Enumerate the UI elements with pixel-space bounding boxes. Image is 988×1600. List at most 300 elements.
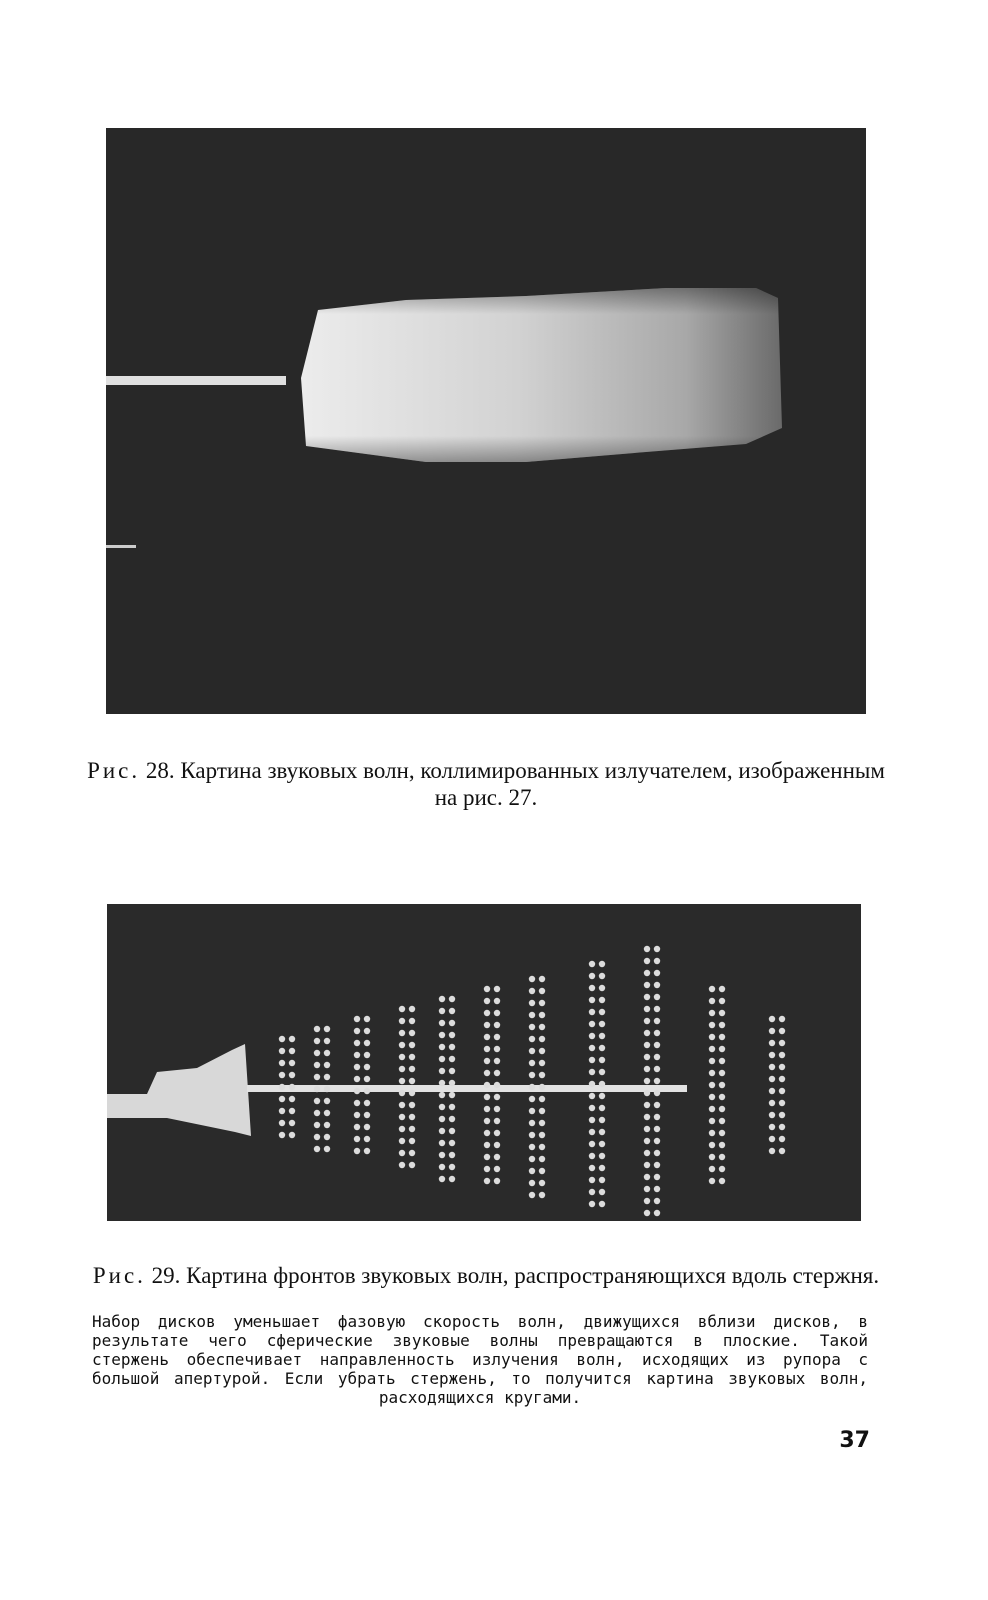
wavefront-dot xyxy=(409,1090,415,1096)
wavefront-dot xyxy=(314,1146,320,1152)
wavefront-dot xyxy=(709,1154,715,1160)
wavefront-dot xyxy=(779,1148,785,1154)
wavefront-dot xyxy=(644,1090,650,1096)
wavefront-dot xyxy=(599,1009,605,1015)
disk-rod xyxy=(247,1085,687,1092)
wavefront-dot xyxy=(439,1068,445,1074)
wavefront-dot xyxy=(644,1210,650,1216)
wavefront-dot xyxy=(589,973,595,979)
wavefront-dot xyxy=(644,1138,650,1144)
wavefront-dot xyxy=(599,1153,605,1159)
wavefront-dot xyxy=(769,1100,775,1106)
wavefront-dot xyxy=(364,1124,370,1130)
wavefront-dot xyxy=(279,1120,285,1126)
wavefront-dot xyxy=(599,1201,605,1207)
wavefront-dot xyxy=(779,1028,785,1034)
wavefront-dot xyxy=(439,1116,445,1122)
wavefront-dot xyxy=(364,1088,370,1094)
wavefront-dot xyxy=(709,1022,715,1028)
wavefront-dot xyxy=(529,1048,535,1054)
wavefront-dot xyxy=(599,1105,605,1111)
wavefront-dot xyxy=(589,1165,595,1171)
wavefront-dot xyxy=(644,1126,650,1132)
wavefront-dot xyxy=(289,1132,295,1138)
wavefront-dot xyxy=(779,1124,785,1130)
wavefront-dot xyxy=(644,1006,650,1012)
wavefront-dot xyxy=(494,1178,500,1184)
wavefront-dot xyxy=(654,1114,660,1120)
wavefront-dot xyxy=(289,1084,295,1090)
wavefront-dot xyxy=(654,1150,660,1156)
wavefront-dot xyxy=(449,1128,455,1134)
wavefront-dot xyxy=(654,1078,660,1084)
wavefront-dot xyxy=(599,1021,605,1027)
wavefront-dot xyxy=(709,1010,715,1016)
wavefront-dot xyxy=(539,1192,545,1198)
wavefront-dot xyxy=(709,1106,715,1112)
wavefront-dot xyxy=(354,1076,360,1082)
wavefront-dot xyxy=(494,1166,500,1172)
wavefront-dot xyxy=(599,1177,605,1183)
wavefront-dot xyxy=(589,1021,595,1027)
wavefront-dot xyxy=(599,1129,605,1135)
wavefront-dot xyxy=(439,1140,445,1146)
wavefront-dot xyxy=(654,982,660,988)
wavefront-dot xyxy=(409,1018,415,1024)
wavefront-dot xyxy=(494,1058,500,1064)
wavefront-dot xyxy=(644,994,650,1000)
wavefront-dot xyxy=(409,1006,415,1012)
wavefront-dot xyxy=(529,1084,535,1090)
wavefront-dot xyxy=(709,986,715,992)
wavefront-dot xyxy=(599,1141,605,1147)
wavefront-dot xyxy=(314,1086,320,1092)
wavefront-dot xyxy=(354,1136,360,1142)
wavefront-dot xyxy=(769,1148,775,1154)
wavefront-dot xyxy=(314,1134,320,1140)
wavefront-dot xyxy=(654,1210,660,1216)
wavefront-dot xyxy=(364,1040,370,1046)
wavefront-dot xyxy=(449,1056,455,1062)
figure-28-caption xyxy=(80,757,892,811)
wavefront-dot xyxy=(354,1148,360,1154)
wavefront-dot xyxy=(769,1064,775,1070)
wavefront-dot xyxy=(779,1088,785,1094)
wavefront-dot xyxy=(539,1168,545,1174)
wavefront-dot xyxy=(439,1020,445,1026)
wavefront-dot xyxy=(599,1033,605,1039)
wavefront-dot xyxy=(529,1108,535,1114)
wavefront-dot xyxy=(644,1054,650,1060)
wavefront-dot xyxy=(529,1096,535,1102)
wavefront-dot xyxy=(364,1076,370,1082)
wavefront-dot xyxy=(324,1074,330,1080)
wavefront-dot xyxy=(449,1152,455,1158)
wavefront-dot xyxy=(589,1093,595,1099)
wavefront-dot xyxy=(719,1022,725,1028)
wavefront-dot xyxy=(399,1138,405,1144)
wavefront-dot xyxy=(529,1180,535,1186)
wavefront-dot xyxy=(709,1142,715,1148)
wavefront-dot xyxy=(324,1050,330,1056)
wavefront-dot xyxy=(484,1106,490,1112)
wavefront-dot xyxy=(709,1118,715,1124)
wavefront-dot xyxy=(279,1084,285,1090)
wavefront-dot xyxy=(449,1164,455,1170)
wavefront-dot xyxy=(529,1072,535,1078)
wavefront-dot xyxy=(599,1045,605,1051)
wavefront-dot xyxy=(279,1048,285,1054)
wavefront-dot xyxy=(769,1052,775,1058)
wavefront-dot xyxy=(539,1084,545,1090)
wavefront-dot xyxy=(654,1186,660,1192)
wavefront-dot xyxy=(709,1094,715,1100)
wavefront-dot xyxy=(599,1069,605,1075)
wavefront-dot xyxy=(409,1042,415,1048)
wavefront-dot xyxy=(289,1036,295,1042)
wavefront-dot xyxy=(654,1006,660,1012)
wavefront-dot xyxy=(409,1138,415,1144)
wavefront-dot xyxy=(539,1180,545,1186)
wavefront-dot xyxy=(589,1081,595,1087)
wavefront-dot xyxy=(324,1062,330,1068)
wavefront-dot xyxy=(644,1186,650,1192)
wavefront-dot xyxy=(399,1006,405,1012)
wavefront-dot xyxy=(399,1042,405,1048)
wavefront-dot xyxy=(484,1130,490,1136)
wavefront-dot xyxy=(719,986,725,992)
wavefront-dot xyxy=(494,998,500,1004)
wavefront-dot xyxy=(719,1082,725,1088)
wavefront-dot xyxy=(719,1178,725,1184)
wavefront-dot xyxy=(644,1066,650,1072)
wavefront-dot xyxy=(719,1130,725,1136)
wavefront-dot xyxy=(289,1096,295,1102)
wavefront-dot xyxy=(644,1102,650,1108)
wavefront-dot xyxy=(314,1062,320,1068)
wavefront-dot xyxy=(654,958,660,964)
wavefront-dot xyxy=(494,1034,500,1040)
wavefront-dot xyxy=(354,1124,360,1130)
wavefront-dot xyxy=(439,996,445,1002)
wavefront-dot xyxy=(709,998,715,1004)
wavefront-dot xyxy=(599,1165,605,1171)
wavefront-dot xyxy=(779,1136,785,1142)
wavefront-dot xyxy=(589,1153,595,1159)
figure-28-text: 28. Картина звуковых волн, коллимированных излучателем, изображенным на рис. 27. xyxy=(145,758,885,810)
wavefront-dot xyxy=(589,1129,595,1135)
wavefront-dot xyxy=(289,1072,295,1078)
wavefront-dot xyxy=(529,1060,535,1066)
wavefront-dot xyxy=(589,1189,595,1195)
wavefront-dot xyxy=(709,1070,715,1076)
wavefront-dot xyxy=(484,1082,490,1088)
wavefront-dot xyxy=(529,1192,535,1198)
wavefront-dot xyxy=(644,1018,650,1024)
wavefront-dot xyxy=(484,1094,490,1100)
wavefront-dot xyxy=(599,985,605,991)
wavefront-dot xyxy=(484,1070,490,1076)
wavefront-dot xyxy=(289,1060,295,1066)
wavefront-dot xyxy=(364,1052,370,1058)
wavefront-dot xyxy=(494,1154,500,1160)
wavefront-dot xyxy=(719,1010,725,1016)
wavefront-dot xyxy=(449,1032,455,1038)
wavefront-dot xyxy=(279,1060,285,1066)
wavefront-dot xyxy=(529,1144,535,1150)
wavefront-dot xyxy=(439,1008,445,1014)
wavefront-dot xyxy=(709,1178,715,1184)
wavefront-dot xyxy=(279,1036,285,1042)
wavefront-dot xyxy=(529,1012,535,1018)
wavefront-dot xyxy=(494,1010,500,1016)
wavefront-dot xyxy=(439,1128,445,1134)
wavefront-dot xyxy=(709,1130,715,1136)
wavefront-dot xyxy=(354,1040,360,1046)
wavefront-dot xyxy=(529,1168,535,1174)
wavefront-dot xyxy=(719,1142,725,1148)
wavefront-dot xyxy=(324,1086,330,1092)
wavefront-dot xyxy=(399,1066,405,1072)
figure-29-photo xyxy=(107,904,861,1221)
wavefront-dot xyxy=(314,1026,320,1032)
wavefront-dot xyxy=(399,1162,405,1168)
wavefront-dot xyxy=(779,1076,785,1082)
figure-28-photo xyxy=(106,128,866,714)
wavefront-dot xyxy=(539,1132,545,1138)
wavefront-dot xyxy=(449,1092,455,1098)
wavefront-dot xyxy=(644,982,650,988)
wavefront-dot xyxy=(539,1036,545,1042)
wavefront-dot xyxy=(364,1100,370,1106)
wavefront-dot xyxy=(709,1046,715,1052)
wavefront-dot xyxy=(289,1048,295,1054)
wavefront-dot xyxy=(589,1141,595,1147)
wavefront-dot xyxy=(449,1116,455,1122)
wavefront-dot xyxy=(439,1080,445,1086)
figure-29-caption xyxy=(80,1262,892,1289)
wavefront-dot xyxy=(314,1074,320,1080)
wavefront-dot xyxy=(654,1066,660,1072)
wavefront-dot xyxy=(324,1110,330,1116)
wavefront-dot xyxy=(709,1034,715,1040)
wavefront-dot xyxy=(769,1124,775,1130)
wavefront-dot xyxy=(589,1117,595,1123)
wavefront-dot xyxy=(399,1018,405,1024)
wavefront-dot xyxy=(589,1201,595,1207)
wavefront-dot xyxy=(484,1010,490,1016)
wavefront-dot xyxy=(289,1120,295,1126)
wavefront-dot xyxy=(599,961,605,967)
wavefront-dot xyxy=(484,1058,490,1064)
wavefront-dot xyxy=(354,1100,360,1106)
wavefront-dot xyxy=(484,1178,490,1184)
wavefront-dot xyxy=(324,1122,330,1128)
wavefront-dot xyxy=(599,1057,605,1063)
wavefront-dot xyxy=(354,1016,360,1022)
wavefront-dot xyxy=(769,1028,775,1034)
wavefront-dot xyxy=(449,996,455,1002)
wavefront-dot xyxy=(769,1076,775,1082)
wavefront-dot xyxy=(599,997,605,1003)
wavefront-dot xyxy=(769,1016,775,1022)
wavefront-dot xyxy=(484,1118,490,1124)
wavefront-dot xyxy=(719,1070,725,1076)
wavefront-dot xyxy=(484,1154,490,1160)
wavefront-dot xyxy=(719,1034,725,1040)
wavefront-dot xyxy=(484,1034,490,1040)
wavefront-dot xyxy=(314,1110,320,1116)
wavefront-dot xyxy=(644,1030,650,1036)
wavefront-image xyxy=(107,904,861,1221)
wavefront-dot xyxy=(644,1042,650,1048)
wavefront-dot xyxy=(589,961,595,967)
wavefront-dot xyxy=(439,1056,445,1062)
wavefront-dot xyxy=(354,1088,360,1094)
wavefront-dot xyxy=(409,1030,415,1036)
wavefront-dot xyxy=(654,1102,660,1108)
wavefront-dot xyxy=(314,1098,320,1104)
wavefront-dot xyxy=(529,1000,535,1006)
wavefront-dot xyxy=(719,1058,725,1064)
wavefront-dot xyxy=(484,986,490,992)
wavefront-dot xyxy=(599,1093,605,1099)
wavefront-dot xyxy=(354,1028,360,1034)
wavefront-dot xyxy=(494,1130,500,1136)
wavefront-dot xyxy=(409,1102,415,1108)
wavefront-dot xyxy=(494,986,500,992)
wavefront-dot xyxy=(449,1020,455,1026)
figure-28-label: Рис. xyxy=(87,758,141,783)
wavefront-dot xyxy=(654,1174,660,1180)
wavefront-dot xyxy=(589,1105,595,1111)
wavefront-dot xyxy=(449,1176,455,1182)
wavefront-dot xyxy=(439,1104,445,1110)
wavefront-dot xyxy=(644,1162,650,1168)
wavefront-dot xyxy=(529,1036,535,1042)
wavefront-dot xyxy=(439,1092,445,1098)
wavefront-dot xyxy=(644,970,650,976)
wavefront-dot xyxy=(654,1162,660,1168)
wavefront-dot xyxy=(324,1038,330,1044)
wavefront-dot xyxy=(654,1138,660,1144)
wavefront-dot xyxy=(539,1048,545,1054)
wavefront-dot xyxy=(324,1146,330,1152)
wavefront-dot xyxy=(719,998,725,1004)
wavefront-dot xyxy=(364,1016,370,1022)
wavefront-dot xyxy=(399,1090,405,1096)
wavefront-dot xyxy=(644,958,650,964)
wavefront-dot xyxy=(484,1046,490,1052)
wavefront-dot xyxy=(409,1162,415,1168)
wavefront-dot xyxy=(409,1150,415,1156)
wavefront-dot xyxy=(709,1082,715,1088)
wavefront-dot xyxy=(364,1112,370,1118)
wavefront-dot xyxy=(314,1122,320,1128)
figure-29-text: 29. Картина фронтов звуковых волн, распространяющихся вдоль стержня. xyxy=(151,1263,880,1288)
wavefront-dot xyxy=(484,1022,490,1028)
wavefront-dot xyxy=(364,1028,370,1034)
wavefront-dot xyxy=(589,1069,595,1075)
wavefront-dot xyxy=(539,1000,545,1006)
wavefront-dot xyxy=(539,1144,545,1150)
wavefront-dot xyxy=(589,1177,595,1183)
wavefront-dot xyxy=(589,1009,595,1015)
wavefront-dot xyxy=(654,946,660,952)
wavefront-dot xyxy=(399,1054,405,1060)
wavefront-dot xyxy=(399,1150,405,1156)
wavefront-dot xyxy=(539,1156,545,1162)
wavefront-dot xyxy=(539,1072,545,1078)
wavefront-dot xyxy=(719,1118,725,1124)
wavefront-dot xyxy=(654,1030,660,1036)
wavefront-dot xyxy=(654,1090,660,1096)
wavefront-dot xyxy=(654,1126,660,1132)
wavefront-dot xyxy=(779,1052,785,1058)
wavefront-dot xyxy=(439,1032,445,1038)
wavefront-dot xyxy=(719,1106,725,1112)
wavefront-dot xyxy=(779,1016,785,1022)
wavefront-dot xyxy=(439,1152,445,1158)
wavefront-dot xyxy=(589,997,595,1003)
wavefront-dot xyxy=(439,1044,445,1050)
wavefront-dot xyxy=(719,1166,725,1172)
wavefront-dot xyxy=(529,976,535,982)
wavefront-dot xyxy=(779,1040,785,1046)
wavefront-dot xyxy=(644,1114,650,1120)
wavefront-dot xyxy=(449,1140,455,1146)
wavefront-dot xyxy=(324,1134,330,1140)
wavefront-dot xyxy=(354,1064,360,1070)
wavefront-dot xyxy=(654,1198,660,1204)
wavefront-dot xyxy=(364,1136,370,1142)
wavefront-dot xyxy=(399,1126,405,1132)
wavefront-dot xyxy=(279,1108,285,1114)
wavefront-dot xyxy=(279,1096,285,1102)
wavefront-dot xyxy=(314,1038,320,1044)
wavefront-dot xyxy=(529,1024,535,1030)
wavefront-dot xyxy=(644,1198,650,1204)
wavefront-dot xyxy=(324,1026,330,1032)
wavefront-dot xyxy=(409,1126,415,1132)
wavefront-dot xyxy=(719,1046,725,1052)
wavefront-dot xyxy=(439,1176,445,1182)
wavefront-dot xyxy=(399,1114,405,1120)
wavefront-dot xyxy=(644,1150,650,1156)
wavefront-dot xyxy=(599,1189,605,1195)
wavefront-dot xyxy=(409,1078,415,1084)
wavefront-dot xyxy=(409,1114,415,1120)
wavefront-dot xyxy=(644,1174,650,1180)
wavefront-dot xyxy=(539,1120,545,1126)
wavefront-dot xyxy=(644,1078,650,1084)
wavefront-dot xyxy=(654,994,660,1000)
wavefront-dot xyxy=(769,1112,775,1118)
emitter-rod xyxy=(106,376,286,385)
wavefront-dot xyxy=(494,1022,500,1028)
wavefront-dot xyxy=(539,1096,545,1102)
wavefront-dot xyxy=(494,1094,500,1100)
wavefront-dot xyxy=(589,1033,595,1039)
wavefront-dot xyxy=(539,976,545,982)
wavefront-dot xyxy=(439,1164,445,1170)
wavefront-dot xyxy=(449,1044,455,1050)
wavefront-dot xyxy=(494,1082,500,1088)
wavefront-dot xyxy=(709,1166,715,1172)
wavefront-dot xyxy=(779,1064,785,1070)
wavefront-dot xyxy=(494,1106,500,1112)
figure-29-label: Рис. xyxy=(92,1263,146,1288)
